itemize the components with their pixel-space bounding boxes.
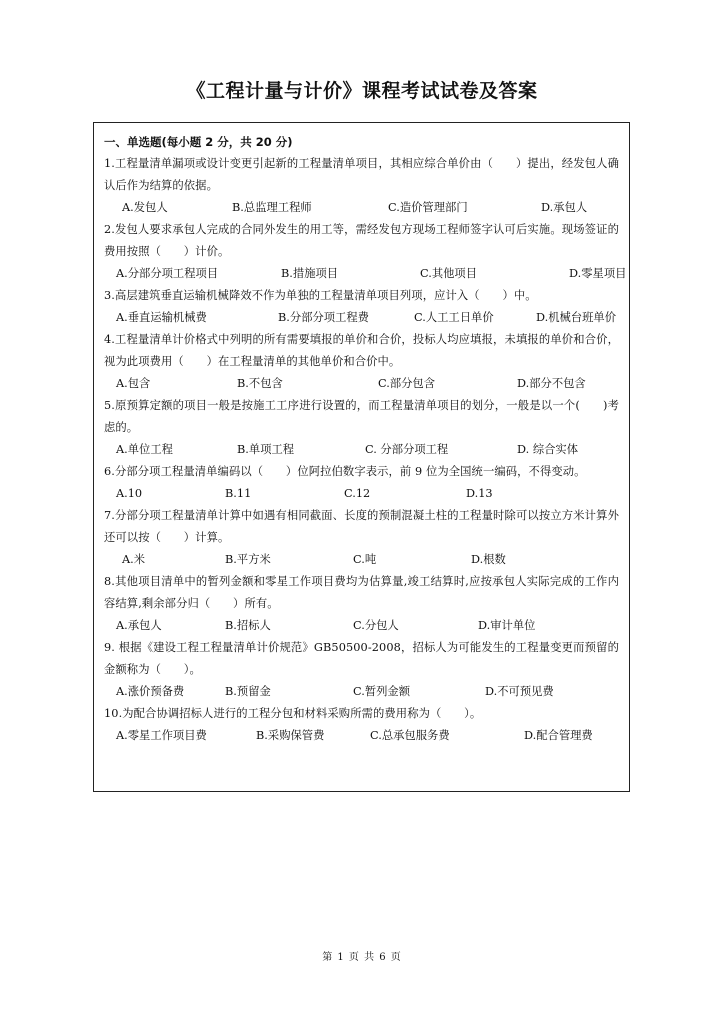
question-9	[104, 637, 619, 703]
option-c: C.12	[344, 487, 371, 500]
option-b: B.总监理工程师	[232, 201, 312, 214]
options-row	[104, 725, 619, 747]
question-6	[104, 461, 619, 505]
option-a: A.垂直运输机械费	[116, 311, 207, 324]
option-c: C.人工工日单价	[414, 311, 494, 324]
option-d: D.13	[466, 487, 493, 500]
question-3	[104, 285, 619, 329]
question-stem: 2.发包人要求承包人完成的合同外发生的用工等，需经发包方现场工程师签字认可后实施。现场签证的费用按照（ ）计价。	[104, 223, 619, 258]
option-b: B.措施项目	[281, 267, 339, 280]
question-stem: 3.高层建筑垂直运输机械降效不作为单独的工程量清单项目列项，应计入（ ）中。	[104, 289, 537, 302]
option-c: C.造价管理部门	[388, 201, 468, 214]
options-row	[104, 197, 619, 219]
question-2	[104, 219, 627, 285]
options-row	[104, 681, 619, 703]
question-7	[104, 505, 619, 571]
option-c: C.其他项目	[420, 267, 478, 280]
options-row	[104, 439, 619, 461]
question-stem: 4.工程量清单计价格式中列明的所有需要填报的单价和合价，投标人均应填报，未填报的单价和合价，视为此项费用（ ）在工程量清单的其他单价和合价中。	[104, 333, 619, 368]
question-stem: 1.工程量清单漏项或设计变更引起新的工程量清单项目，其相应综合单价由（ ）提出，经发包人确认后作为结算的依据。	[104, 157, 619, 192]
option-d: D.部分不包含	[517, 377, 586, 390]
question-stem: 6.分部分项工程量清单编码以（ ）位阿拉伯数字表示，前 9 位为全国统一编码，不得变动。	[104, 465, 586, 478]
option-a: A.单位工程	[116, 443, 173, 456]
question-4	[104, 329, 619, 395]
option-b: B.采购保管费	[256, 729, 325, 742]
option-b: B.平方米	[225, 553, 271, 566]
question-stem: 5.原预算定额的项目一般是按施工工序进行设置的，而工程量清单项目的划分，一般是以一个( )考虑的。	[104, 399, 619, 434]
option-a: A.承包人	[116, 619, 162, 632]
option-a: A.10	[116, 487, 143, 500]
question-5	[104, 395, 619, 461]
option-c: C.暂列金额	[353, 685, 411, 698]
option-a: A.分部分项工程项目	[116, 267, 219, 280]
option-b: B.招标人	[225, 619, 271, 632]
option-b: B.分部分项工程费	[278, 311, 369, 324]
page-footer: 第 1 页 共 6 页	[322, 952, 402, 963]
option-a: A.零星工作项目费	[116, 729, 207, 742]
option-c: C.部分包含	[378, 377, 436, 390]
question-stem: 8.其他项目清单中的暂列金额和零星工作项目费均为估算量,竣工结算时,应按承包人实际完成的工作内容结算,剩余部分归（ ）所有。	[104, 575, 619, 610]
option-d: D.机械台班单价	[536, 311, 617, 324]
option-d: D.根数	[471, 553, 506, 566]
option-d: D.配合管理费	[524, 729, 593, 742]
exam-section-box	[93, 122, 630, 792]
options-row	[104, 483, 619, 505]
question-stem: 10.为配合协调招标人进行的工程分包和材料采购所需的费用称为（ ）。	[104, 707, 482, 720]
question-10	[104, 703, 619, 747]
option-b: B.单项工程	[237, 443, 295, 456]
option-c: C.总承包服务费	[370, 729, 450, 742]
question-stem: 9. 根据《建设工程工程量清单计价规范》GB50500-2008，招标人为可能发生的工程量变更而预留的金额称为（ ）。	[104, 641, 619, 676]
option-d: D.审计单位	[478, 619, 536, 632]
option-d: D.不可预见费	[485, 685, 554, 698]
options-row	[104, 373, 619, 395]
option-b: B.不包含	[237, 377, 283, 390]
question-8	[104, 571, 619, 637]
option-d: D. 综合实体	[517, 443, 579, 456]
option-a: A.米	[122, 553, 146, 566]
option-c: C.吨	[353, 553, 377, 566]
options-row	[104, 615, 619, 637]
option-a: A.包含	[116, 377, 151, 390]
option-b: B.11	[225, 487, 252, 500]
option-d: D.承包人	[541, 201, 588, 214]
option-a: A.发包人	[122, 201, 168, 214]
section-title: 一、单选题(每小题 2 分，共 20 分)	[104, 135, 293, 149]
options-row	[104, 263, 627, 285]
option-c: C.分包人	[353, 619, 399, 632]
question-1	[104, 153, 619, 219]
options-row	[104, 307, 619, 329]
options-row	[104, 549, 619, 571]
question-stem: 7.分部分项工程量清单计算中如遇有相同截面、长度的预制混凝土柱的工程量时除可以按立方米计算外还可以按（ ）计算。	[104, 509, 619, 544]
option-b: B.预留金	[225, 685, 271, 698]
option-a: A.涨价预备费	[116, 685, 185, 698]
option-c: C. 分部分项工程	[365, 443, 449, 456]
option-d: D.零星项目	[569, 267, 627, 280]
document-title: 《工程计量与计价》课程考试试卷及答案	[186, 80, 538, 102]
